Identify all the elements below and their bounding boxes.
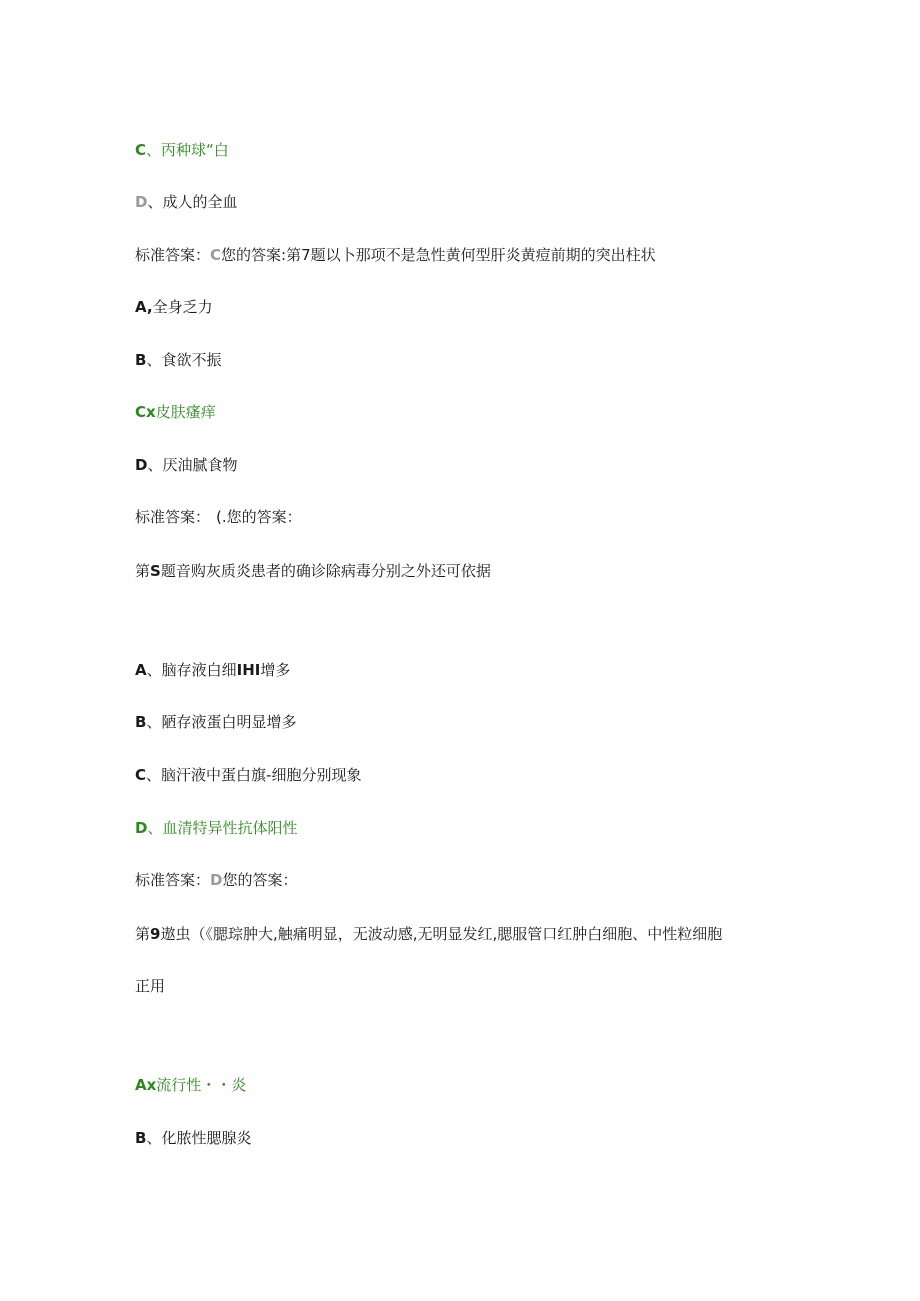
option-q6-c (135, 140, 229, 160)
option-text: 皮肤瘙痒 (155, 403, 216, 421)
option-letter: Ax (135, 1076, 157, 1094)
question-title-q9 (135, 924, 722, 944)
option-text-tail: 增多 (260, 661, 291, 679)
answer-rest: 您的答案:第7题以卜那项不是急性黄何型肝炎黄痘前期的突出柱状 (221, 246, 656, 264)
option-text: 食欲不振 (161, 351, 222, 369)
answer-rest: 您的答案： (222, 871, 298, 889)
option-letter: B (135, 1129, 147, 1147)
option-letter: B (135, 351, 147, 369)
option-text: 化脓性腮腺炎 (161, 1129, 252, 1147)
option-separator: 、 (146, 141, 162, 159)
option-text: 成人的全血 (162, 193, 238, 211)
option-text: 流行性・・炎 (156, 1076, 247, 1094)
option-text: 厌油腻食物 (162, 456, 238, 474)
question-number: S (150, 562, 161, 580)
answer-rest: (.您的答案： (216, 508, 302, 526)
option-separator: 、 (146, 351, 162, 369)
option-q8-b (135, 712, 296, 732)
answer-label: 标准答案： (135, 508, 211, 526)
option-separator: 、 (146, 713, 162, 731)
option-separator: 、 (147, 456, 163, 474)
option-q8-c (135, 765, 361, 785)
option-letter: A (135, 661, 147, 679)
option-q8-d (135, 818, 297, 838)
option-q7-a (135, 297, 213, 317)
option-letter: D (135, 819, 148, 837)
question-text: 正用 (135, 977, 166, 995)
option-q7-d (135, 455, 237, 475)
option-q9-b (135, 1128, 251, 1148)
question-text: 遨虫（《腮琮肿大,触痛明显，无波动感,无明显发红,腮服管口红肿白细胞、中性粒细胞 (160, 925, 723, 943)
option-separator: 、 (147, 193, 163, 211)
question-text: 题音购灰质炎患者的确诊除病毒分别之外还可依据 (160, 562, 491, 580)
option-letter: D (135, 193, 148, 211)
answer-line-q8 (135, 870, 297, 890)
question-prefix: 第 (135, 925, 151, 943)
option-q6-d (135, 192, 237, 212)
standard-answer-value: D (210, 871, 223, 889)
standard-answer-value: C (210, 246, 222, 264)
option-text: 血清特异性抗体阳性 (162, 819, 298, 837)
answer-line-q7 (135, 507, 302, 527)
option-text: 脑汗液中蛋白旗-细胞分别现象 (161, 766, 362, 784)
option-text: 脑存液白细 (161, 661, 237, 679)
answer-label: 标准答案： (135, 871, 211, 889)
option-letter: C (135, 766, 147, 784)
option-text: 丙种球“白 (161, 141, 229, 159)
question-title-q9-continuation (135, 976, 165, 996)
option-separator: 、 (146, 766, 162, 784)
option-q7-c (135, 402, 216, 422)
option-separator: 、 (146, 1129, 162, 1147)
option-letter: C (135, 141, 147, 159)
option-letter: B (135, 713, 147, 731)
option-separator: 、 (146, 661, 162, 679)
option-letter: A, (135, 298, 153, 316)
option-separator: 、 (147, 819, 163, 837)
option-text-bold: IHI (236, 661, 261, 679)
option-letter: D (135, 456, 148, 474)
question-title-q8 (135, 561, 491, 581)
option-q7-b (135, 350, 221, 370)
answer-label: 标准答案： (135, 246, 211, 264)
option-q8-a (135, 660, 290, 680)
option-text: 陋存液蛋白明显增多 (161, 713, 297, 731)
option-letter: Cx (135, 403, 156, 421)
question-prefix: 第 (135, 562, 151, 580)
option-q9-a (135, 1075, 246, 1095)
question-number: 9 (150, 925, 161, 943)
answer-line-q6 (135, 245, 656, 265)
option-text: 全身乏力 (152, 298, 213, 316)
